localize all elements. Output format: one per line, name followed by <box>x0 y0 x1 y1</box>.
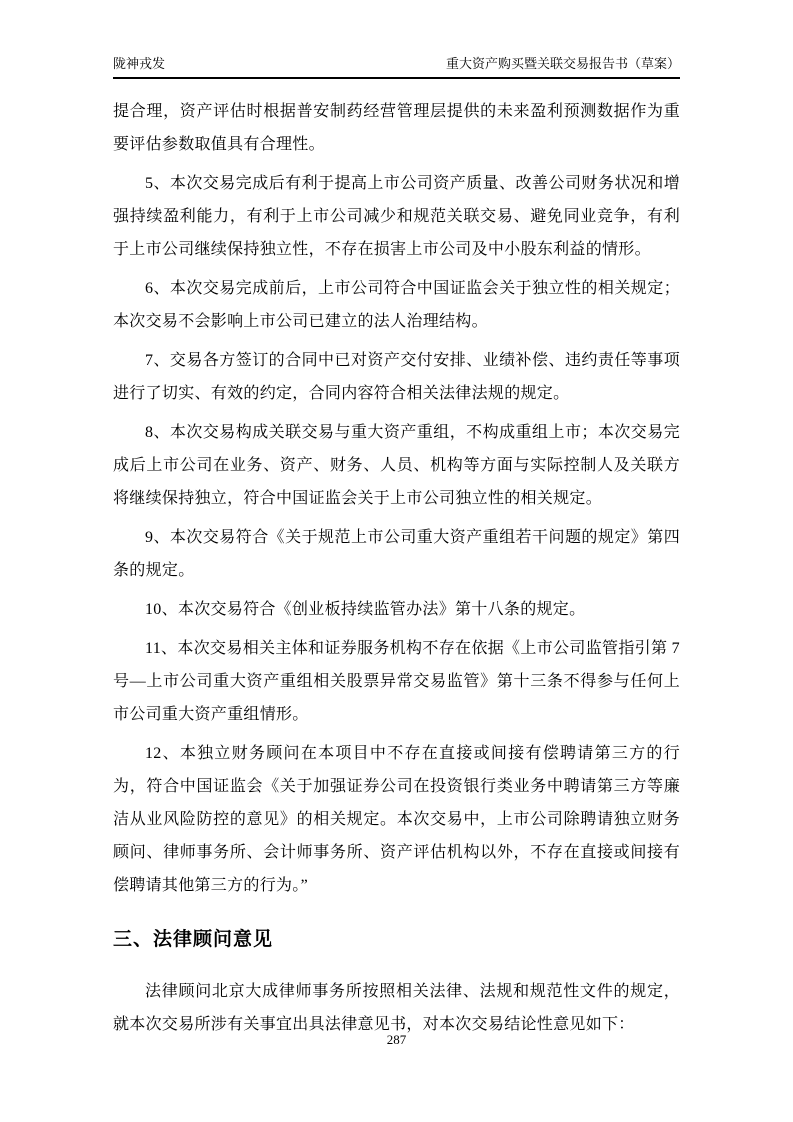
paragraph-item-10: 10、本次交易符合《创业板持续监管办法》第十八条的规定。 <box>145 601 586 618</box>
paragraph-legal-advisor-intro: 法律顾问北京大成律师事务所按照相关法律、法规和规范性文件的规定，就本次交易所涉有关事宜出具法律意见书，对本次交易结论性意见如下： <box>113 983 680 1033</box>
section-heading-legal-advisor-opinion: 三、法律顾问意见 <box>113 929 274 950</box>
page-header <box>113 53 680 79</box>
paragraph-item-9: 9、本次交易符合《关于规范上市公司重大资产重组若干问题的规定》第四条的规定。 <box>113 529 680 579</box>
document-body <box>113 95 680 1041</box>
paragraph-item-12: 12、本独立财务顾问在本项目中不存在直接或间接有偿聘请第三方的行为，符合中国证监会《关于加强证券公司在投资银行类业务中聘请第三方等廉洁从业风险防控的意见》的相关规定。本次交易中，上市公司除聘请独立财务顾问、律师事务所、会计师事务所、资产评估机构以外，不存在直接或间接有偿聘请其他第三方的行为。” <box>113 745 680 894</box>
paragraph-continuation: 提合理，资产评估时根据普安制药经营管理层提供的未来盈利预测数据作为重要评估参数取值具有合理性。 <box>113 103 680 153</box>
paragraph-item-5: 5、本次交易完成后有利于提高上市公司资产质量、改善公司财务状况和增强持续盈利能力，有利于上市公司减少和规范关联交易、避免同业竞争，有利于上市公司继续保持独立性，不存在损害上市公司及中小股东利益的情形。 <box>113 175 680 258</box>
header-left-title: 陇神戎发 <box>113 56 166 71</box>
page-number: 287 <box>386 1032 407 1047</box>
paragraph-item-6: 6、本次交易完成前后，上市公司符合中国证监会关于独立性的相关规定；本次交易不会影响上市公司已建立的法人治理结构。 <box>113 280 680 330</box>
header-right-title: 重大资产购买暨关联交易报告书（草案） <box>445 56 680 71</box>
page-footer <box>0 1032 793 1048</box>
paragraph-item-11: 11、本次交易相关主体和证券服务机构不存在依据《上市公司监管指引第 7 号—上市公司重大资产重组相关股票异常交易监管》第十三条不得参与任何上市公司重大资产重组情形。 <box>113 640 680 723</box>
paragraph-item-7: 7、交易各方签订的合同中已对资产交付安排、业绩补偿、违约责任等事项进行了切实、有效的约定，合同内容符合相关法律法规的规定。 <box>113 352 680 402</box>
paragraph-item-8: 8、本次交易构成关联交易与重大资产重组，不构成重组上市；本次交易完成后上市公司在业务、资产、财务、人员、机构等方面与实际控制人及关联方将继续保持独立，符合中国证监会关于上市公司独立性的相关规定。 <box>113 424 680 507</box>
